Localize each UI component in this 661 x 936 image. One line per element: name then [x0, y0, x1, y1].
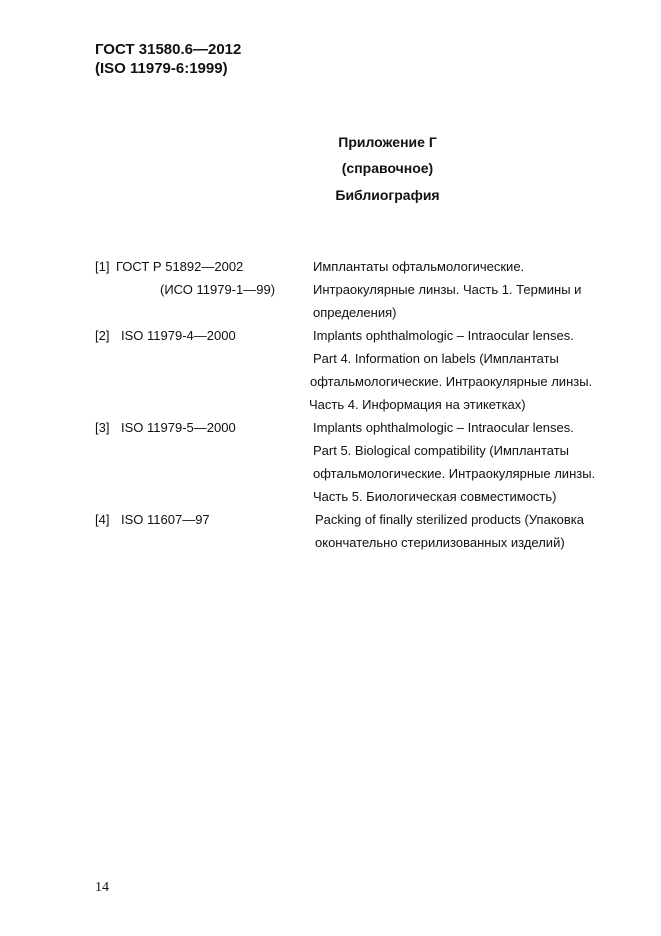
bib-title-line: Part 4. Information on labels (Имплантаты — [313, 351, 559, 366]
standard-code: ГОСТ 31580.6—2012 — [95, 41, 242, 58]
document-header — [95, 40, 241, 78]
bib-title-line: Implants ophthalmologic – Intraocular lenses. — [313, 328, 574, 343]
bib-title-line: Packing of finally sterilized products (Упаковка — [315, 512, 584, 527]
bib-title-line: окончательно стерилизованных изделий) — [315, 535, 565, 550]
bib-designation: ISO 11979-4—2000 — [121, 328, 236, 343]
page-number: 14 — [95, 880, 109, 895]
bib-title-line: Part 5. Biological compatibility (Имплантаты — [313, 443, 569, 458]
bib-number: [3] — [95, 420, 110, 435]
bib-designation-alt: (ИСО 11979-1—99) — [160, 282, 276, 297]
bib-number: [2] — [95, 328, 110, 343]
bib-title-line: офтальмологические. Интраокулярные линзы. — [313, 466, 596, 481]
iso-code: (ISO 11979-6:1999) — [95, 60, 228, 77]
appendix-status: (справочное) — [341, 160, 434, 176]
bib-title-line: Имплантаты офтальмологические. — [313, 259, 525, 274]
bib-number: [1] — [95, 259, 110, 274]
bib-title-line: Implants ophthalmologic – Intraocular lenses. — [313, 420, 574, 435]
bib-number: [4] — [95, 512, 110, 527]
bib-title-line: Интраокулярные линзы. Часть 1. Термины и — [313, 282, 582, 297]
bib-title-line: офтальмологические. Интраокулярные линзы. — [310, 374, 593, 389]
appendix-title: Приложение Г — [338, 134, 437, 150]
bib-title-line: Часть 5. Биологическая совместимость) — [313, 489, 557, 504]
bibliography-heading: Библиография — [335, 187, 440, 203]
bib-title-line: Часть 4. Информация на этикетках) — [309, 397, 526, 412]
bib-designation: ISO 11607—97 — [121, 512, 210, 527]
bib-designation: ISO 11979-5—2000 — [121, 420, 236, 435]
bib-title-line: определения) — [313, 305, 397, 320]
bib-designation: ГОСТ Р 51892—2002 — [116, 259, 244, 274]
